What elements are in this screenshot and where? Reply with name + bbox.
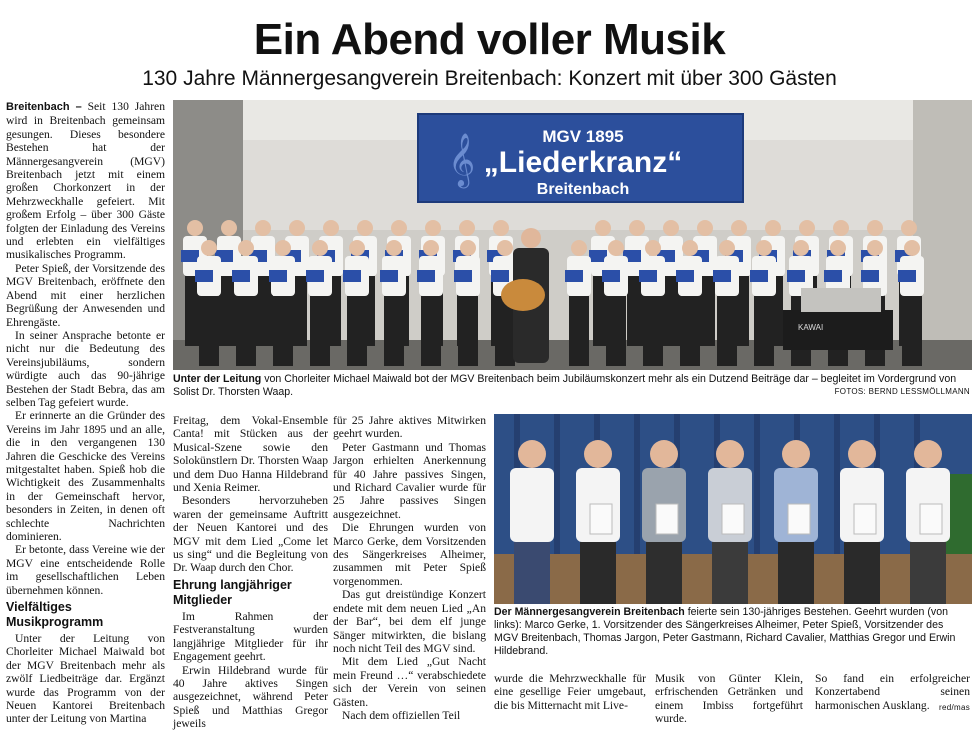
dateline: Breitenbach –	[6, 101, 82, 113]
column-4	[494, 672, 646, 712]
column-2	[173, 414, 328, 731]
paragraph: Das gut dreistündige Konzert endete mit dem neuen Lied „An der Bar“, bei dem elf junge Sänger mitwirkten, die bislang noch nicht Teil des MGV sind.	[333, 588, 486, 655]
svg-text:𝄞: 𝄞	[448, 132, 476, 186]
banner-line-3: Breitenbach	[536, 181, 630, 198]
subheading: Vielfältiges Musikprogramm	[6, 600, 104, 630]
paragraph: Peter Spieß, der Vorsitzende des MGV Breitenbach, eröffnete den Abend mit einer herzlichen Begrüßung der Anwesenden und Ehrengäste.	[6, 261, 165, 329]
paragraph: Musik von Günter Klein, erfrischenden Getränken und einem Imbiss fortgeführt wurde.	[655, 672, 803, 726]
photo-credit: FOTOS: BERND LESSMÖLLMANN	[834, 387, 970, 396]
paragraph: Die Ehrungen wurden von Marco Gerke, dem Vorsitzenden des Sängerkreises Alheimer, zusammen mit Peter Spieß vorgenommen.	[333, 521, 486, 588]
subheading: Ehrung langjähriger Mitglieder	[173, 577, 292, 607]
column-5	[655, 672, 803, 726]
banner-line-2: „Liederkranz“	[483, 146, 683, 179]
column-1	[6, 100, 165, 726]
paragraph: In seiner Ansprache betonte er nicht nur die Bedeutung des Vereinsjubiläums, sondern würdigte auch das 90-jährige Bestehen der Stadt Bebra, das am selben Tag gefeiert wurde.	[6, 328, 165, 409]
paragraph: Er erinnerte an die Gründer des Vereins im Jahr 1895 und an alle, die in den vergangenen 130 Jahren die Geschicke des Vereins mitgestaltet haben. Spieß hob die Wichtigkeit des Zusammenhalts in der Gemeinschaft hervor, besonders in Zeiten, in denen oft schlechte Nachrichten dominieren.	[6, 409, 165, 543]
paragraph: Er betonte, dass Vereine wie der MGV eine entscheidende Rolle im gesellschaftlichen Leben übernehmen können.	[6, 543, 165, 597]
headline: Ein Abend voller Musik	[253, 15, 726, 64]
paragraph: für 25 Jahre aktives Mitwirken geehrt wurden.	[333, 414, 486, 441]
paragraph: Freitag, dem Vokal-Ensemble Canta! mit Stücken aus der Musical-Szene sowie den Solokünstlern Dr. Thorsten Waap und dem Duo Hanna Hildebrand und Xenia Reimer.	[173, 414, 328, 495]
paragraph: Seit 130 Jahren wird in Breitenbach gemeinsam gesungen. Dieses besondere Bestehen hat der Männergesangverein (MGV) Breitenbach jetzt mit einem großen Chorkonzert in der Mehrzweckhalle gefeiert. Mit großem Erfolg – über 300 Gäste folgten der Einladung des Vereins und erlebten ein vielfältiges musikalisches Programm.	[6, 100, 165, 262]
paragraph: Mit dem Lied „Gut Nacht mein Freund …“ verabschiedete sich der Verein von seinen Gästen.	[333, 655, 486, 709]
piano-brand: KAWAI	[798, 323, 824, 332]
column-3	[333, 414, 486, 722]
photo-caption-1: Unter der Leitung von Chorleiter Michael Maiwald bot der MGV Breitenbach beim Jubiläumskonzert mehr als ein Dutzend Beiträge dar – begleitet im Vordergrund von Solist Dr. Thorsten Waap.	[173, 373, 957, 398]
paragraph: Besonders hervorzuheben waren der gemeinsame Auftritt der Neuen Kantorei und des MGV mit dem Lied „Come let us sing“ und die Begleitung von Dr. Waap durch den Chor.	[173, 494, 328, 575]
paragraph: Im Rahmen der Festveranstaltung wurden langjährige Mitglieder für ihr Engagement geehrt.	[173, 609, 328, 664]
choir-photo	[173, 100, 972, 370]
paragraph: So fand ein erfolgreicher Konzertabend seinen harmonischen Ausklang.	[815, 672, 970, 712]
banner-line-1: MGV 1895	[542, 127, 624, 146]
subheadline: 130 Jahre Männergesangverein Breitenbach: Konzert mit über 300 Gästen	[142, 67, 837, 90]
paragraph: Nach dem offiziellen Teil	[342, 708, 461, 722]
paragraph: Peter Gastmann und Thomas Jargon erhielten Anerkennung für 40 Jahre passives Singen, und Richard Cavalier wurde für 25 Jahre passives Singen ausgezeichnet.	[333, 440, 486, 521]
honorees-photo	[494, 414, 972, 604]
paragraph: Erwin Hildebrand wurde für 40 Jahre aktives Singen ausgezeichnet, während Peter Spieß und Matthias Gregor jeweils	[173, 663, 328, 731]
paragraph: wurde die Mehrzweckhalle für eine gesellige Feier umgebaut, die bis Mitternacht mit Live-	[494, 672, 646, 712]
paragraph: Unter der Leitung von Chorleiter Michael Maiwald bot der MGV Breitenbach mehr als zwölf Liedbeiträge dar. Ergänzt wurde das Programm von der Neuen Kantorei Breitenbach unter der Leitung von Martina	[6, 632, 165, 726]
author-tag: red/mas	[939, 703, 970, 712]
photo-caption-2: Der Männergesangverein Breitenbach feierte sein 130-jähriges Bestehen. Geehrt wurden (von links): Marco Gerke, 1. Vorsitzender des Sängerkreises Alheimer, Peter Spieß, Vorsitzender des MGV Breitenbach, Thomas Jargon, Peter Gastmann, Richard Cavalier, Matthias Gregor und Erwin Hildebrand.	[494, 606, 956, 657]
